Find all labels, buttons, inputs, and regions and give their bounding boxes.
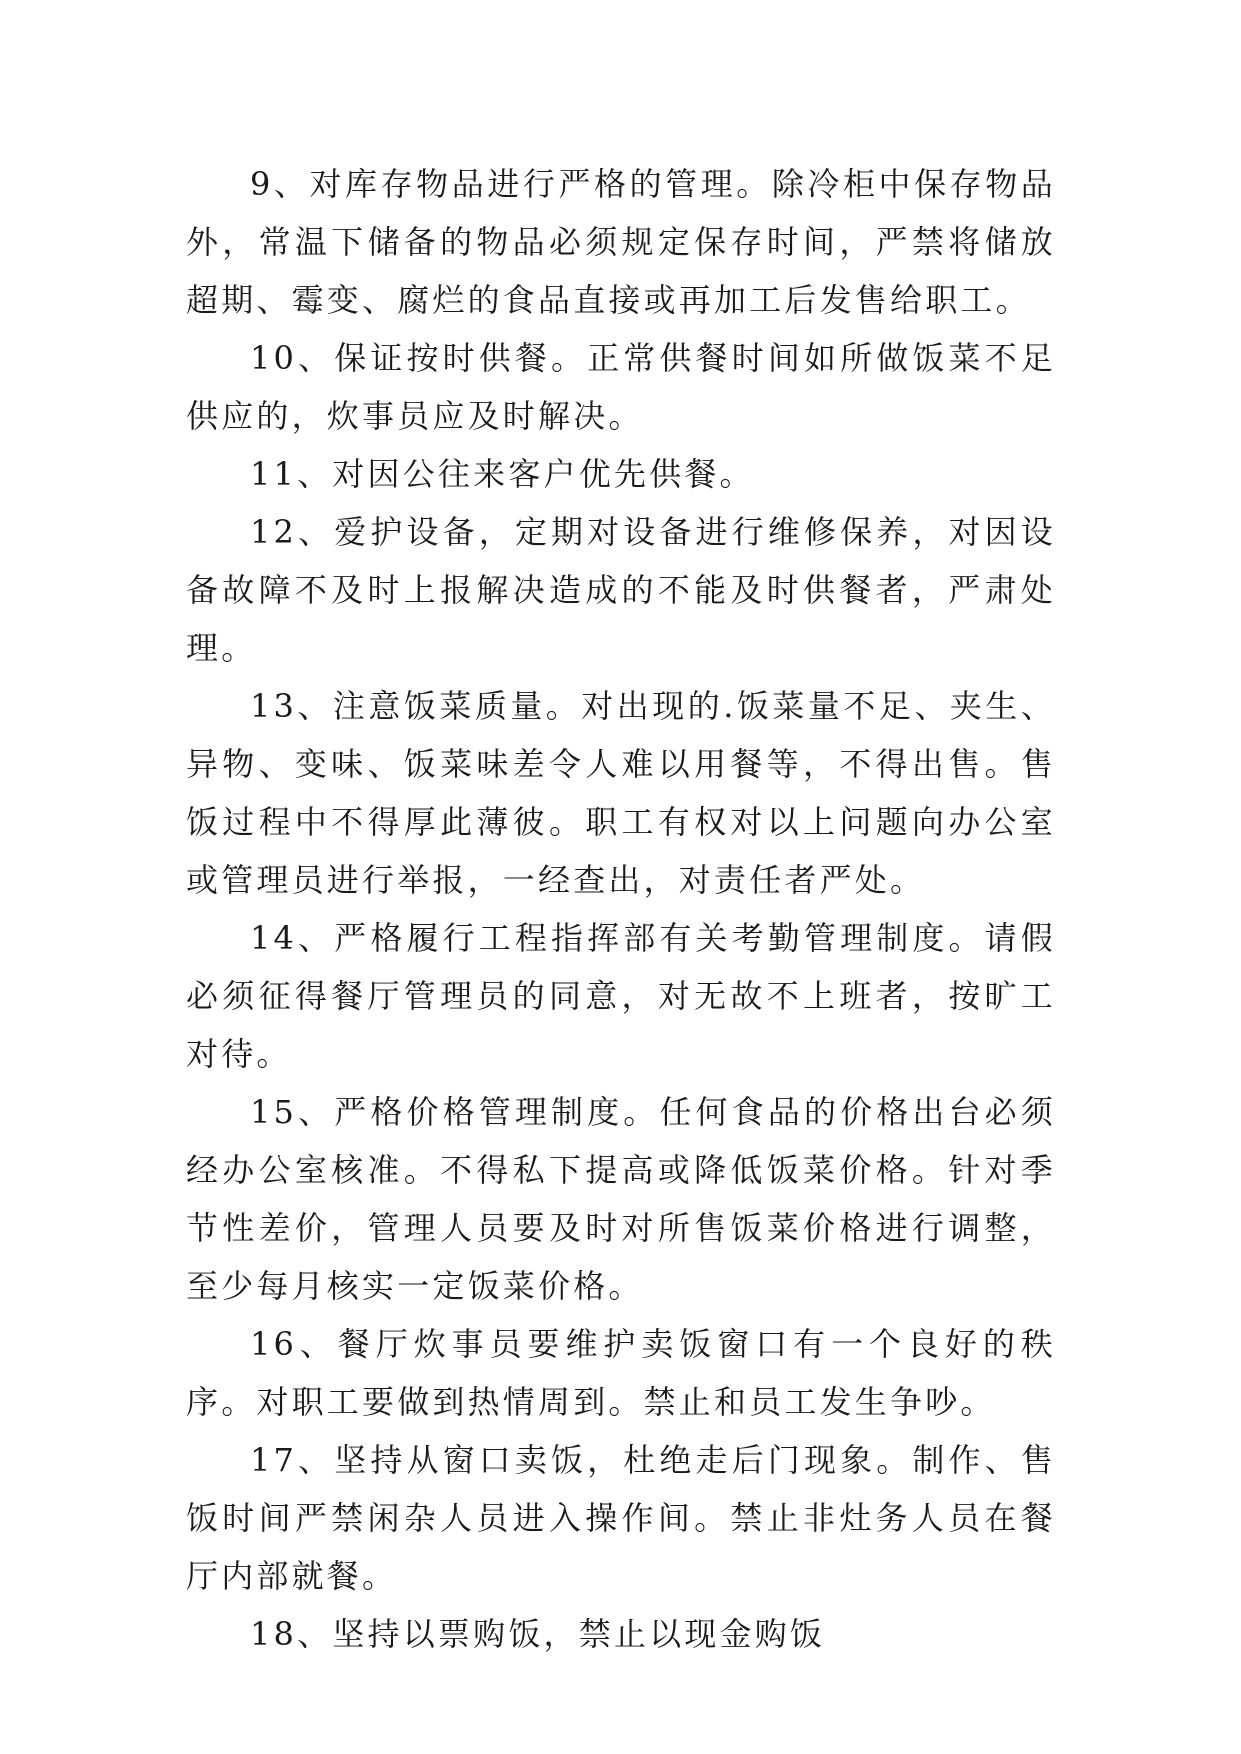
paragraph-11: 11、对因公往来客户优先供餐。 (250, 455, 755, 493)
paragraph-15: 15、严格价格管理制度。任何食品的价格出台必须经办公室核准。不得私下提高或降低饭菜价格。针对季节性差价，管理人员要及时对所售饭菜价格进行调整，至少每月核实一定饭菜价格。 (186, 1093, 1056, 1305)
paragraph-16: 16、餐厅炊事员要维护卖饭窗口有一个良好的秩序。对职工要做到热情周到。禁止和员工发生争吵。 (186, 1325, 1056, 1421)
paragraph-10: 10、保证按时供餐。正常供餐时间如所做饭菜不足供应的，炊事员应及时解决。 (186, 339, 1056, 435)
paragraph-13: 13、注意饭菜质量。对出现的.饭菜量不足、夹生、异物、变味、饭菜味差令人难以用餐等，不得出售。售饭过程中不得厚此薄彼。职工有权对以上问题向办公室或管理员进行举报，一经查出，对责任者严处。 (186, 687, 1056, 899)
paragraph-12: 12、爱护设备，定期对设备进行维修保养，对因设备故障不及时上报解决造成的不能及时供餐者，严肃处理。 (186, 513, 1056, 667)
paragraph-14: 14、严格履行工程指挥部有关考勤管理制度。请假必须征得餐厅管理员的同意，对无故不上班者，按旷工对待。 (186, 919, 1056, 1073)
paragraph-17: 17、坚持从窗口卖饭，杜绝走后门现象。制作、售饭时间严禁闲杂人员进入操作间。禁止非灶务人员在餐厅内部就餐。 (186, 1441, 1056, 1595)
document-body (186, 155, 1056, 1663)
paragraph-9: 9、对库存物品进行严格的管理。除冷柜中保存物品外，常温下储备的物品必须规定保存时间，严禁将储放超期、霉变、腐烂的食品直接或再加工后发售给职工。 (186, 165, 1056, 319)
paragraph-18: 18、坚持以票购饭，禁止以现金购饭 (250, 1615, 826, 1653)
